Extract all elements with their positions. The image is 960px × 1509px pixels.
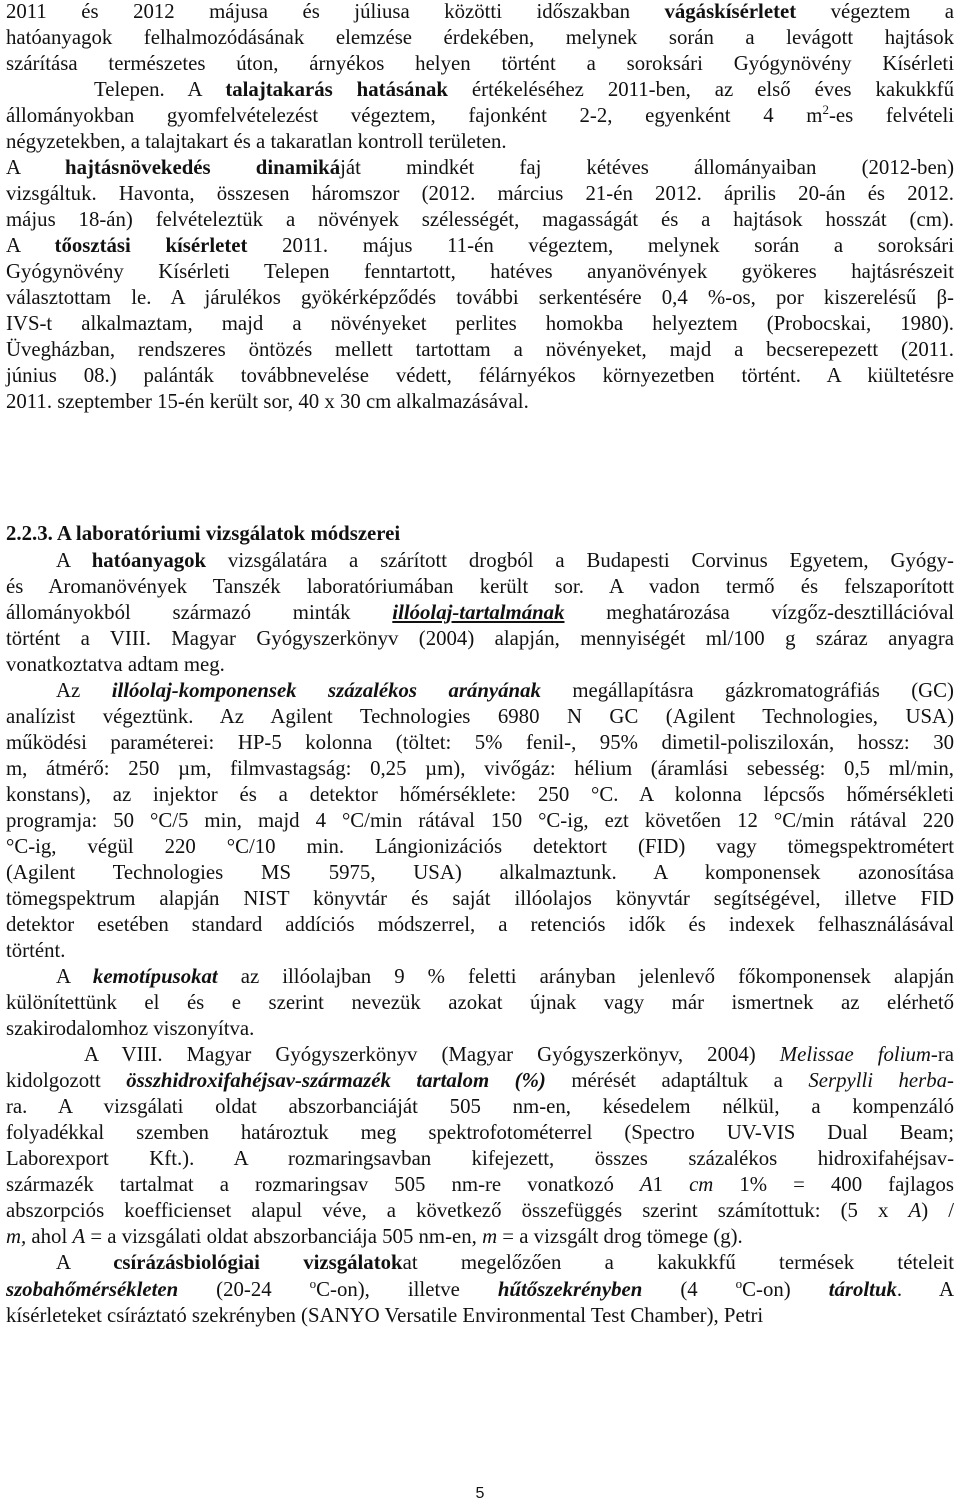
- text-line: [6, 0, 954, 25]
- text-run: értékeléséhez 2011-ben, az első éves kakukkfű: [448, 78, 955, 101]
- text-line: [6, 51, 954, 77]
- text-line: [84, 1042, 954, 1068]
- text-run: Melissae folium: [779, 1043, 931, 1066]
- text-line: [6, 938, 954, 964]
- text-run: o: [735, 1276, 743, 1292]
- text-run: mérését adaptáltuk a: [545, 1069, 809, 1092]
- text-run: at megelőzően a kakukkfű termések tételeit: [402, 1251, 955, 1274]
- text-run: 2: [822, 102, 829, 118]
- text-line: [6, 1277, 954, 1303]
- text-run: működési paraméterei: HP-5 kolonna (töltet: 5% fenil-, 95% dimetil-polisziloxán, hossz: 30: [6, 731, 954, 754]
- text-run: vizsgáltuk. Havonta, összesen háromszor (2012. március 21-én 2012. április 20-án és 2012.: [6, 182, 954, 205]
- text-run: abszorpciós koefficienset alapul véve, a következő összefüggés szerint számítottuk: (5 x: [6, 1199, 909, 1222]
- text-run: (20-24: [178, 1278, 310, 1301]
- text-line: [6, 129, 954, 155]
- text-line: [6, 259, 954, 285]
- text-line: [6, 389, 954, 415]
- text-line: [56, 1250, 954, 1276]
- text-run: m: [482, 1225, 498, 1248]
- text-line: [6, 1198, 954, 1224]
- text-run: A: [6, 156, 66, 179]
- text-run: C-on): [742, 1278, 829, 1301]
- text-line: [6, 1016, 954, 1042]
- text-line: [6, 860, 954, 886]
- text-run: illóolaj-tartalmának: [392, 601, 565, 624]
- text-run: -es felvételi: [828, 104, 955, 127]
- text-run: származék tartalmat a rozmaringsav 505 nm-re vonatkozó: [6, 1173, 640, 1196]
- text-line: [6, 233, 954, 259]
- text-run: szakirodalomhoz viszonyítva.: [6, 1017, 255, 1040]
- text-run: IVS-t alkalmaztam, majd a növényeket perlites homokba helyeztem (Probocskai, 1980).: [6, 312, 954, 335]
- text-line: [6, 652, 954, 678]
- text-run: folyadékkal szemben határoztuk meg spektrofotométerrel (Spectro UV-VIS Dual Beam;: [6, 1121, 954, 1144]
- text-run: Telepen. A: [94, 78, 226, 101]
- text-line: [6, 704, 954, 730]
- text-run: május 18-án) felvételeztük a növények szélességét, magasságát és a hajtások hosszát (cm).: [6, 208, 954, 231]
- text-line: [56, 548, 954, 574]
- text-run: detektor esetében standard addíciós módszerrel, a retenciós idők és indexek felhasználásával: [6, 913, 954, 936]
- text-run: Serpylli herba: [808, 1069, 948, 1092]
- text-run: illóolaj-komponensek százalékos arányának: [111, 679, 541, 702]
- text-line: [6, 1068, 954, 1094]
- text-run: programja: 50 °C/5 min, majd 4 °C/min rátával 150 °C-ig, ezt követően 12 °C/min rátával 220: [6, 809, 954, 832]
- text-run: m,: [6, 1225, 27, 1248]
- text-line: [6, 730, 954, 756]
- text-line: [6, 782, 954, 808]
- text-run: az illóolajban 9 % feletti arányban jelenlevő főkomponensek alapján: [217, 965, 954, 988]
- text-run: hatóanyagok: [91, 549, 207, 572]
- text-run: C-on), illetve: [316, 1278, 498, 1301]
- text-run: csírázásbiológiai vizsgálatok: [113, 1251, 403, 1274]
- text-line: [6, 1172, 954, 1198]
- text-run: tároltuk: [828, 1278, 897, 1301]
- text-run: különítettünk el és e szerint nevezük azokat újnak vagy már ismertnek az elérhető: [6, 991, 954, 1014]
- text-run: konstans), az injektor és a detektor hőmérséklete: 250 °C. A kolonna lépcsős hőmérsékleti: [6, 783, 954, 806]
- text-line: [6, 912, 954, 938]
- text-run: 1: [652, 1173, 690, 1196]
- text-run: vágáskísérletet: [664, 0, 797, 23]
- text-line: [6, 155, 954, 181]
- text-run: 2011 és 2012 májusa és júliusa közötti időszakban: [6, 0, 665, 23]
- text-run: o: [309, 1276, 317, 1292]
- text-line: [56, 678, 954, 704]
- text-run: A: [72, 1225, 86, 1248]
- text-line: [6, 311, 954, 337]
- text-run: . A: [896, 1278, 955, 1301]
- text-line: [6, 990, 954, 1016]
- text-run: A: [56, 549, 92, 572]
- text-run: Az: [56, 679, 112, 702]
- text-run: m, átmérő: 250 µm, filmvastagság: 0,25 µm), vivőgáz: hélium (áramlási sebesség: 0,5 ml/min,: [6, 757, 954, 780]
- text-run: hajtásnövekedés dinamiká: [65, 156, 341, 179]
- text-run: meghatározása vízgőz-desztillációval: [564, 601, 955, 624]
- text-run: ját mindkét faj kétéves állományaiban (2012-ben): [340, 156, 954, 179]
- text-run: A: [56, 965, 93, 988]
- text-run: -ra: [930, 1043, 955, 1066]
- text-line: [6, 25, 954, 51]
- text-run: analízist végeztünk. Az Agilent Technologies 6980 N GC (Agilent Technologies, USA): [6, 705, 954, 728]
- text-run: szárítása természetes úton, árnyékos helyen történt a soroksári Gyógynövény Kísérleti: [6, 52, 954, 75]
- text-line: [6, 834, 954, 860]
- text-run: történt a VIII. Magyar Gyógyszerkönyv (2004) alapján, mennyiségét ml/100 g száraz anyagra: [6, 627, 954, 650]
- text-run: A VIII. Magyar Gyógyszerkönyv (Magyar Gyógyszerkönyv, 2004): [84, 1043, 780, 1066]
- text-line: [6, 574, 954, 600]
- text-run: 1% = 400 fajlagos: [713, 1173, 954, 1196]
- text-line: [6, 1303, 954, 1329]
- text-run: megállapításra gázkromatográfiás (GC): [540, 679, 954, 702]
- text-run: kidolgozott: [6, 1069, 127, 1092]
- text-run: vonatkoztatva adtam meg.: [6, 653, 225, 676]
- text-run: -: [947, 1069, 954, 1092]
- text-run: történt.: [6, 939, 66, 962]
- text-line: [6, 363, 954, 389]
- text-line: [6, 600, 954, 626]
- text-run: ) /: [921, 1199, 955, 1222]
- text-run: = a vizsgált drog tömege (g).: [497, 1225, 743, 1248]
- text-run: tőosztási kísérletet: [54, 234, 248, 257]
- text-line: [6, 756, 954, 782]
- text-run: vizsgálatára a szárított drogból a Budapesti Corvinus Egyetem, Gyógy-: [206, 549, 954, 572]
- text-run: 2011. szeptember 15-én került sor, 40 x 30 cm alkalmazásával.: [6, 390, 529, 413]
- text-run: szobahőmérsékleten: [6, 1278, 179, 1301]
- text-run: összhidroxifahéjsav-származék tartalom (%): [126, 1069, 546, 1092]
- text-run: kísérleteket csíráztató szekrényben (SANYO Versatile Environmental Test Chamber), Petri: [6, 1304, 764, 1327]
- section-heading: 2.2.3. A laboratóriumi vizsgálatok módszerei: [6, 522, 401, 545]
- text-line: [6, 886, 954, 912]
- text-run: Gyógynövény Kísérleti Telepen fenntartott, hatéves anyanövények gyökeres hajtásrészeit: [6, 260, 954, 283]
- text-run: választottam le. A járulékos gyökérképződés további serkentésére 0,4 %-os, por kiszerelésű β-: [6, 286, 954, 309]
- text-line: [6, 1224, 954, 1250]
- text-line: [6, 207, 954, 233]
- text-run: = a vizsgálati oldat abszorbanciája 505 nm-en,: [85, 1225, 483, 1248]
- text-run: négyzetekben, a talajtakart és a takaratlan kontroll területen.: [6, 130, 507, 153]
- text-run: június 08.) palánták továbbnevelése védett, félárnyékos környezetben történt. A kiültetésre: [6, 364, 954, 387]
- text-line: [6, 181, 954, 207]
- text-line: [6, 1120, 954, 1146]
- page-number: 5: [475, 1485, 485, 1502]
- text-line: [94, 77, 954, 103]
- text-run: (4: [642, 1278, 736, 1301]
- text-run: állományokból származó minták: [6, 601, 393, 624]
- text-run: és Aromanövények Tanszék laboratóriumában került sor. A vadon termő és felszaporított: [6, 575, 954, 598]
- text-run: A: [56, 1251, 114, 1274]
- text-run: Laborexport Kft.). A rozmaringsavban kifejezett, összes százalékos hidroxifahéjsav-: [6, 1147, 954, 1170]
- text-run: ahol: [26, 1225, 73, 1248]
- text-run: Üvegházban, rendszeres öntözés mellett tartottam a növényeket, majd a becserepezett (2011.: [6, 338, 954, 361]
- text-line: [56, 964, 954, 990]
- text-run: A: [6, 234, 55, 257]
- text-run: hűtőszekrényben: [497, 1278, 643, 1301]
- text-run: tömegspektrum alapján NIST könyvtár és saját illóolajos könyvtár segítségével, illetve FID: [6, 887, 954, 910]
- text-line: [6, 337, 954, 363]
- text-run: A: [639, 1173, 653, 1196]
- text-run: ra. A vizsgálati oldat abszorbanciáját 505 nm-en, késedelem nélkül, a kompenzáló: [6, 1095, 954, 1118]
- text-run: cm: [689, 1173, 714, 1196]
- text-line: [6, 626, 954, 652]
- text-run: talajtakarás hatásának: [225, 78, 448, 101]
- text-run: kemotípusokat: [92, 965, 218, 988]
- text-run: végeztem a: [796, 0, 954, 23]
- text-line: [6, 103, 954, 129]
- text-run: 2011. május 11-én végeztem, melynek során a soroksári: [247, 234, 955, 257]
- text-run: A: [908, 1199, 922, 1222]
- text-line: [6, 1146, 954, 1172]
- text-line: [6, 285, 954, 311]
- text-run: hatóanyagok felhalmozódásának elemzése érdekében, melynek során a levágott hajtások: [6, 26, 954, 49]
- text-run: állományokban gyomfelvételezést végeztem, fajonként 2-2, egyenként 4 m: [6, 104, 823, 127]
- text-line: [6, 808, 954, 834]
- text-run: (Agilent Technologies MS 5975, USA) alkalmaztunk. A komponensek azonosítása: [6, 861, 954, 884]
- text-run: °C-ig, végül 220 °C/10 min. Lángionizációs detektort (FID) vagy tömegspektrométert: [6, 835, 954, 858]
- text-line: [6, 1094, 954, 1120]
